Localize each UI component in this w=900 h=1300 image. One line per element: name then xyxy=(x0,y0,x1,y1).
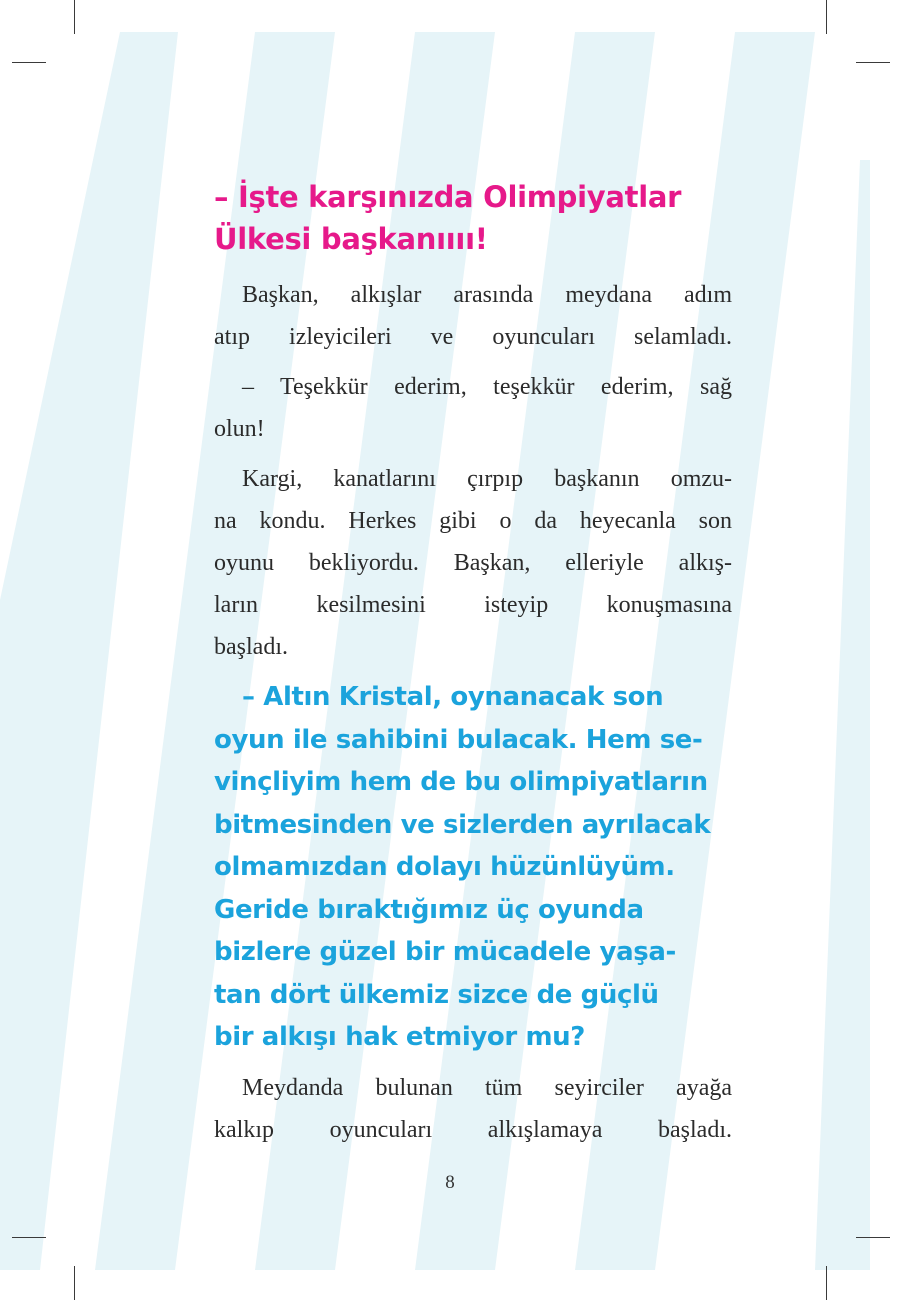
speech-line: bitmesinden ve sizlerden ayrılacak xyxy=(214,809,711,840)
paragraph-line: Başkan, alkışlar arasında meydana adım xyxy=(242,282,732,308)
paragraph-line: – Teşekkür ederim, teşekkür ederim, sağ xyxy=(242,374,732,400)
crop-mark xyxy=(826,0,827,34)
heading-line: Ülkesi başkanıııı! xyxy=(214,222,488,256)
paragraph-line: başladı. xyxy=(214,634,288,660)
speech-line: vinçliyim hem de bu olimpiyatların xyxy=(214,767,708,797)
paragraph-line: na kondu. Herkes gibi o da heyecanla son xyxy=(214,508,732,534)
speech-line: oyun ile sahibini bulacak. Hem se- xyxy=(214,724,703,755)
speech-line: bir alkışı hak etmiyor mu? xyxy=(214,1022,585,1052)
paragraph-line: atıp izleyicileri ve oyuncuları selamladı. xyxy=(214,324,732,350)
paragraph-line: ların kesilmesini isteyip konuşmasına xyxy=(214,592,732,618)
crop-mark xyxy=(12,1237,46,1238)
paragraph-line: kalkıp oyuncuları alkışlamaya başladı. xyxy=(214,1116,732,1143)
speech-line: Geride bıraktığımız üç oyunda xyxy=(214,894,644,925)
page-number: 8 xyxy=(445,1172,455,1193)
paragraph-line: olun! xyxy=(214,416,265,442)
page-text xyxy=(214,176,732,1151)
paragraph-line: oyunu bekliyordu. Başkan, elleriyle alkış- xyxy=(214,550,732,576)
paragraph-line: Kargi, kanatlarını çırpıp başkanın omzu- xyxy=(242,466,732,492)
speech-line: bizlere güzel bir mücadele yaşa- xyxy=(214,937,676,967)
crop-mark xyxy=(856,1237,890,1238)
crop-mark xyxy=(856,62,890,63)
speech-line: – Altın Kristal, oynanacak son xyxy=(242,682,664,712)
heading-line: – İşte karşınızda Olimpiyatlar xyxy=(214,180,682,214)
crop-mark xyxy=(12,62,46,63)
crop-mark xyxy=(74,0,75,34)
speech-line: olmamızdan dolayı hüzünlüyüm. xyxy=(214,852,675,882)
speech-line: tan dört ülkemiz sizce de güçlü xyxy=(214,979,659,1010)
paragraph-line: Meydanda bulunan tüm seyirciler ayağa xyxy=(242,1074,732,1101)
crop-mark xyxy=(826,1266,827,1300)
crop-mark xyxy=(74,1266,75,1300)
